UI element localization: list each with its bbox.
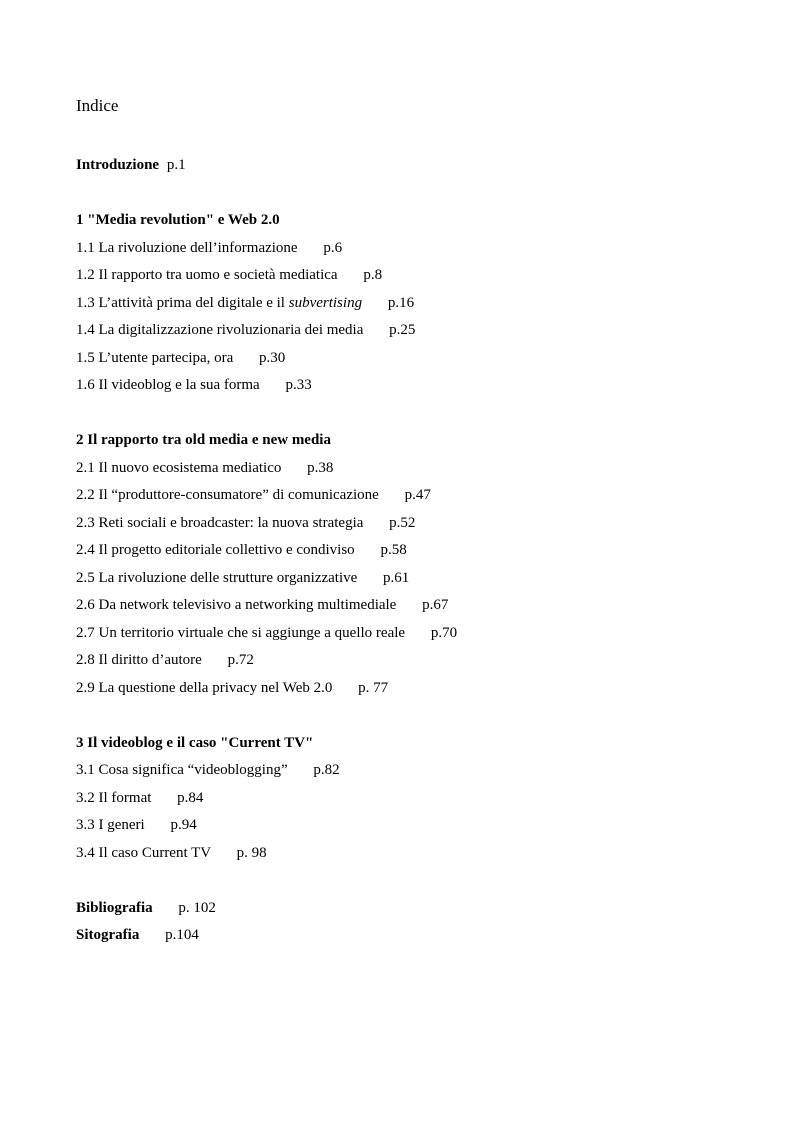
entry-page: p.61 [383, 569, 410, 586]
entry-page: p.67 [422, 597, 449, 613]
entry-title: Il diritto d’autore [98, 652, 202, 668]
spacer [76, 182, 756, 210]
bibliography-page: p. 102 [178, 899, 216, 916]
entry-number: 2.8 [76, 652, 95, 668]
toc-entry [76, 292, 756, 320]
toc-entry [76, 759, 756, 787]
toc-entry [76, 457, 756, 485]
chapter-2-heading: 2 Il rapporto tra old media e new media [76, 432, 331, 448]
chapter-3-heading: 3 Il videoblog e il caso "Current TV" [76, 734, 314, 751]
toc-entry [76, 512, 756, 540]
entry-title: I generi [98, 817, 145, 833]
entry-title: Il videoblog e la sua forma [98, 377, 260, 393]
toc-entry [76, 347, 756, 375]
entry-number: 1.4 [76, 322, 95, 338]
table-of-contents [76, 154, 756, 952]
entry-title: L’utente partecipa, ora [98, 349, 234, 366]
entry-page: p.70 [430, 624, 458, 641]
entry-page: p.33 [285, 377, 312, 393]
toc-entry [76, 484, 756, 512]
entry-page: p.52 [389, 514, 416, 531]
entry-number: 3.1 [76, 762, 95, 778]
entry-page: p.47 [404, 487, 431, 503]
webography-page: p.104 [165, 927, 199, 943]
spacer [76, 402, 756, 430]
entry-title: Il progetto editoriale collettivo e condiviso [98, 542, 355, 558]
toc-entry [76, 374, 756, 402]
introduction-page: p.1 [166, 157, 186, 173]
toc-introduction [76, 154, 756, 182]
entry-page: p.58 [380, 542, 407, 558]
toc-entry [76, 622, 756, 650]
entry-title: Un territorio virtuale che si aggiunge a quello reale [98, 624, 406, 641]
entry-number: 3.4 [76, 844, 95, 861]
entry-title: Il “produttore-consumatore” di comunicazione [98, 487, 379, 503]
entry-title: Reti sociali e broadcaster: la nuova strategia [98, 514, 364, 531]
entry-title-italic: subvertising [288, 294, 363, 311]
entry-number: 2.7 [76, 624, 95, 641]
entry-title: Il format [98, 789, 152, 806]
toc-bibliography [76, 897, 756, 925]
toc-entry [76, 814, 756, 842]
entry-title: Il rapporto tra uomo e società mediatica [98, 267, 338, 283]
entry-page: p.16 [387, 294, 415, 311]
entry-number: 2.9 [76, 679, 95, 696]
entry-number: 1.5 [76, 349, 95, 366]
entry-number: 2.4 [76, 542, 95, 558]
entry-title: La rivoluzione delle strutture organizzative [98, 569, 358, 586]
entry-number: 2.3 [76, 514, 95, 531]
toc-entry [76, 319, 756, 347]
toc-entry [76, 842, 756, 870]
chapter-1-heading: 1 "Media revolution" e Web 2.0 [76, 212, 280, 228]
entry-number: 3.3 [76, 817, 95, 833]
entry-page: p. 77 [358, 679, 389, 696]
webography-label: Sitografia [76, 927, 140, 943]
entry-title: La rivoluzione dell’informazione [98, 239, 298, 256]
entry-number: 2.1 [76, 459, 95, 476]
spacer [76, 869, 756, 897]
entry-page: p.38 [307, 459, 334, 476]
entry-number: 1.2 [76, 267, 95, 283]
toc-entry [76, 787, 756, 815]
entry-title: L’attività prima del digitale e il [98, 294, 289, 311]
bibliography-label: Bibliografia [76, 899, 153, 916]
entry-number: 3.2 [76, 789, 95, 806]
entry-page: p.72 [227, 652, 254, 668]
entry-number: 1.3 [76, 294, 95, 311]
toc-entry [76, 264, 756, 292]
toc-entry [76, 567, 756, 595]
entry-title: Il caso Current TV [98, 844, 211, 861]
toc-entry [76, 539, 756, 567]
entry-page: p.94 [170, 817, 197, 833]
toc-entry [76, 237, 756, 265]
entry-title: Cosa significa “videoblogging” [98, 762, 288, 778]
entry-page: p.30 [259, 349, 286, 366]
entry-page: p. 98 [236, 844, 267, 861]
spacer [76, 704, 756, 732]
entry-title: La digitalizzazione rivoluzionaria dei media [98, 322, 364, 338]
entry-title: Il nuovo ecosistema mediatico [98, 459, 282, 476]
page-title: Indice [76, 96, 119, 115]
entry-number: 2.6 [76, 597, 95, 613]
entry-title: La questione della privacy nel Web 2.0 [98, 679, 333, 696]
entry-number: 2.5 [76, 569, 95, 586]
entry-page: p.8 [363, 267, 383, 283]
entry-number: 1.6 [76, 377, 95, 393]
introduction-label: Introduzione [76, 157, 160, 173]
toc-entry [76, 594, 756, 622]
entry-page: p.84 [177, 789, 204, 806]
toc-entry [76, 649, 756, 677]
entry-number: 1.1 [76, 239, 95, 256]
entry-title: Da network televisivo a networking multimediale [98, 597, 397, 613]
toc-entry [76, 677, 756, 705]
entry-page: p.82 [313, 762, 340, 778]
entry-number: 2.2 [76, 487, 95, 503]
entry-page: p.25 [389, 322, 416, 338]
entry-page: p.6 [323, 239, 343, 256]
toc-webography [76, 924, 756, 952]
